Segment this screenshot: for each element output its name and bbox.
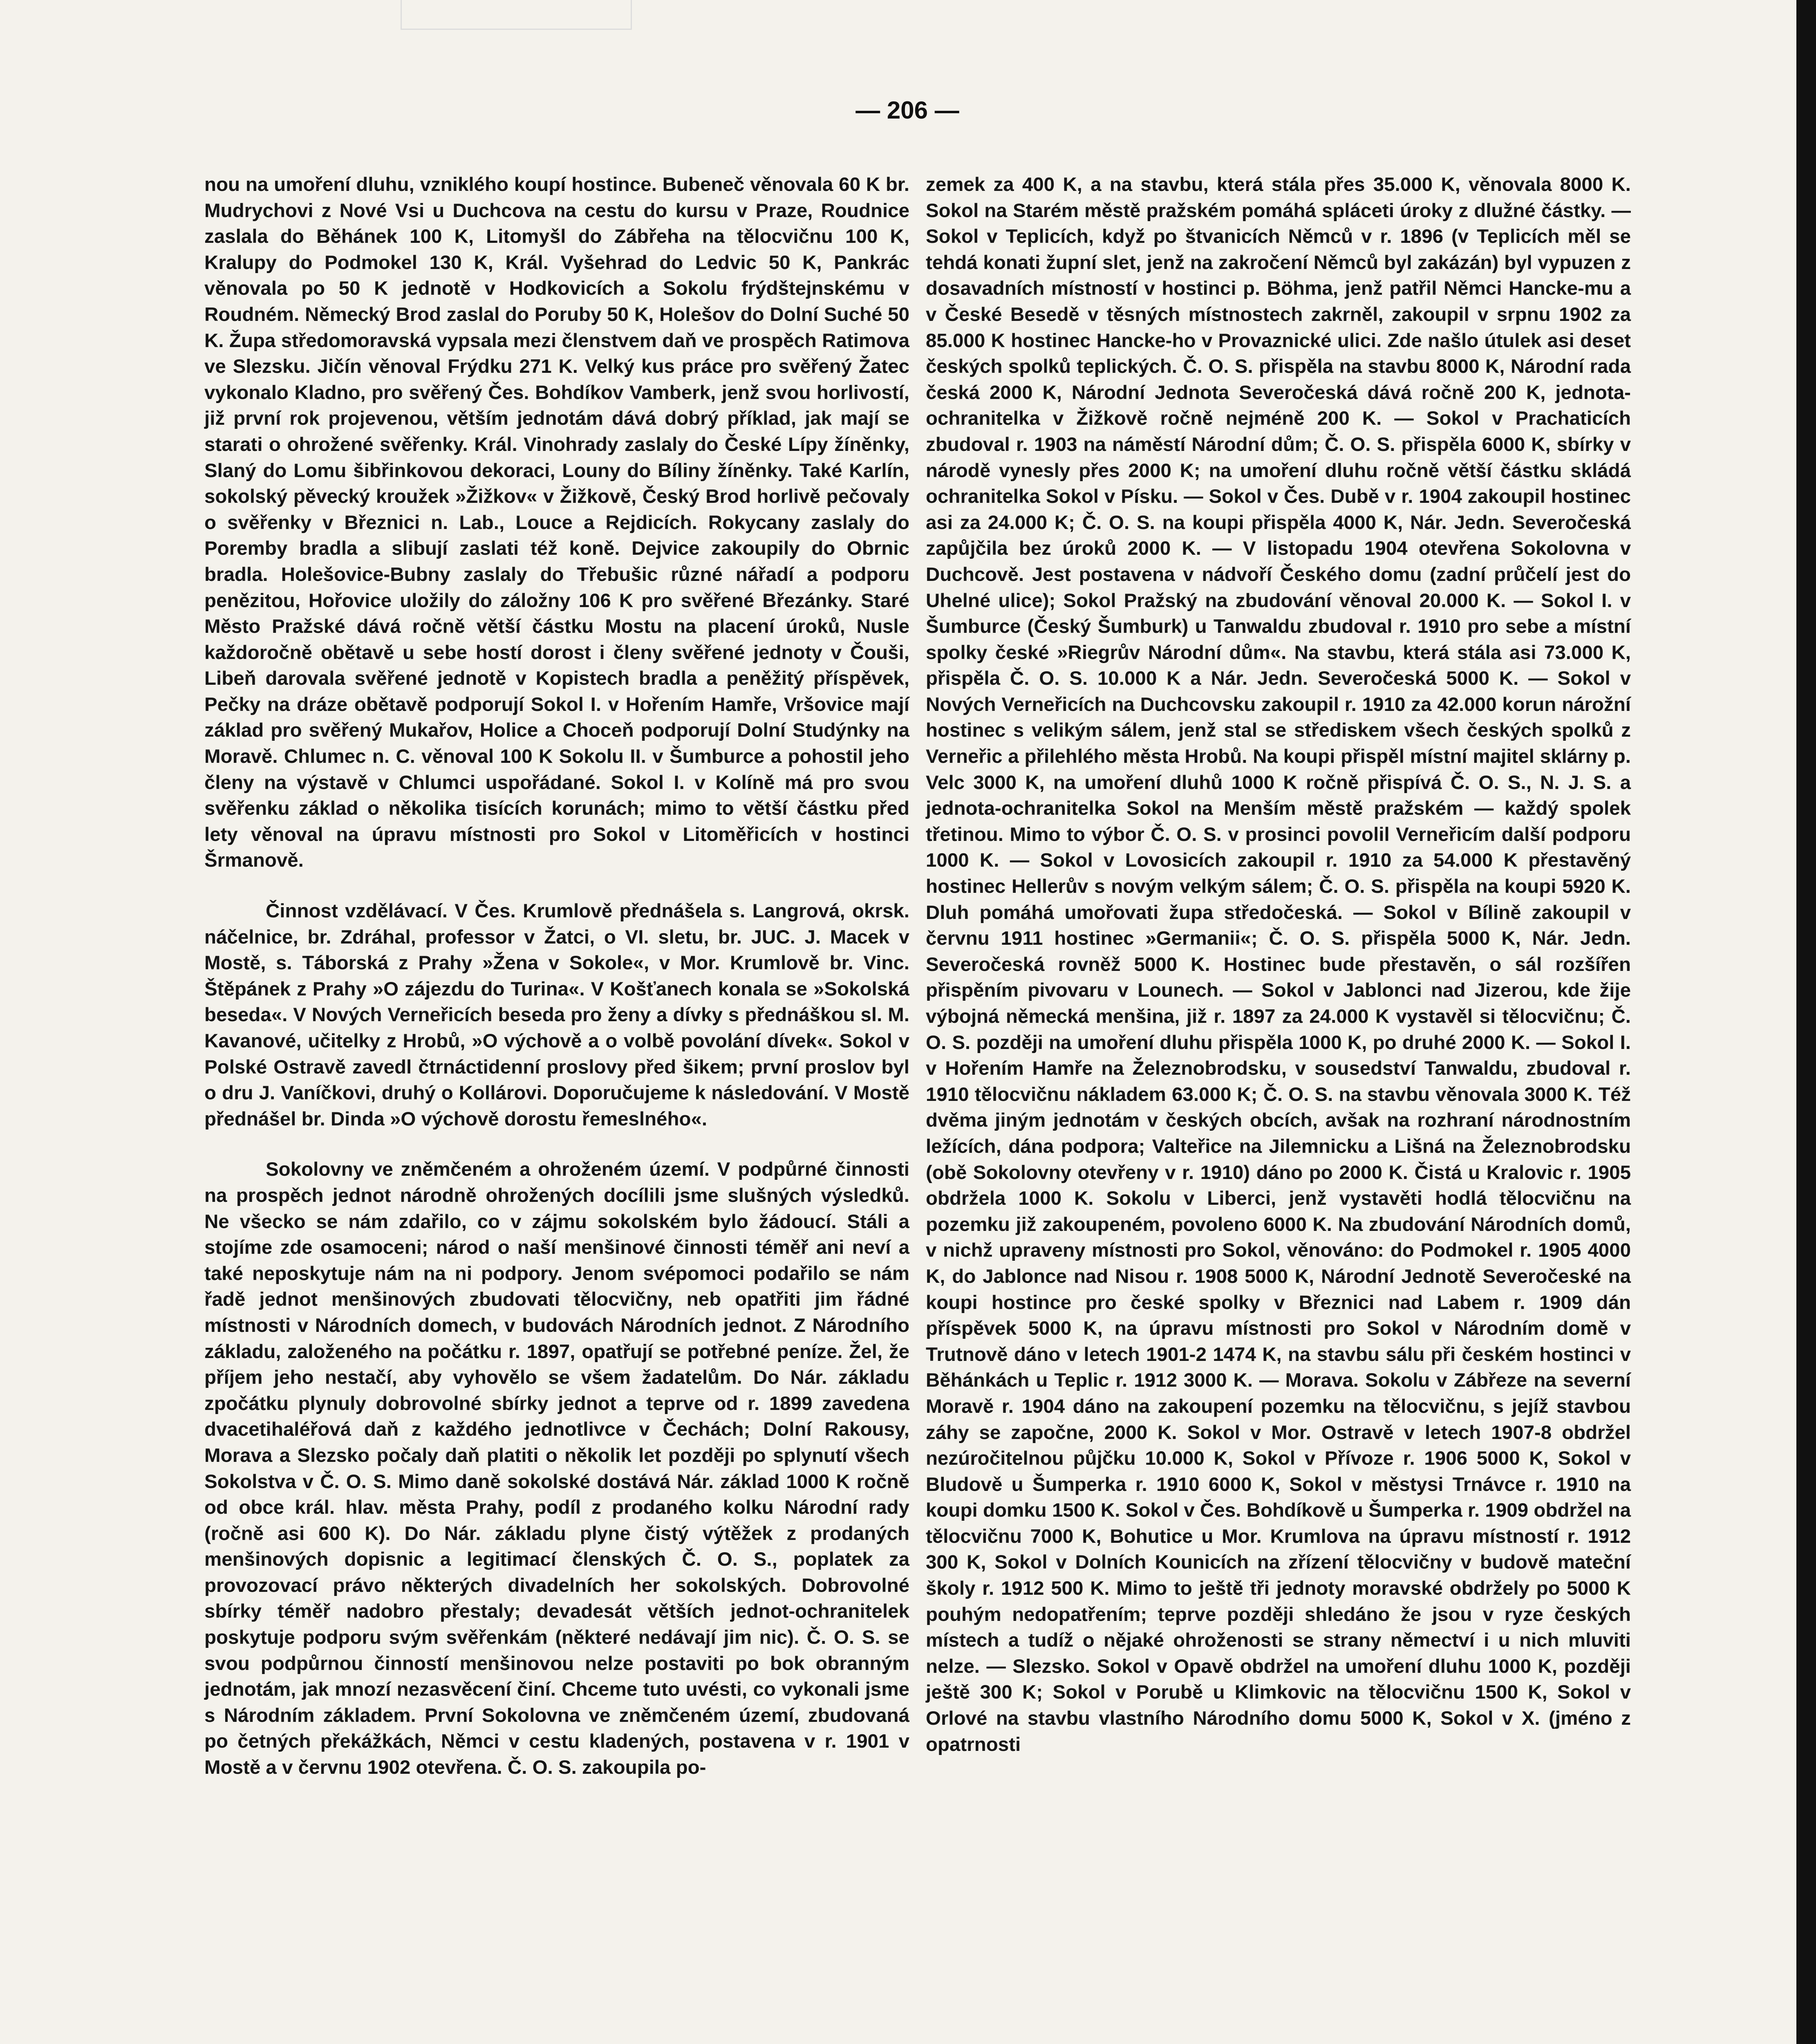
paragraph	[204, 1156, 909, 1780]
scan-edge	[1796, 0, 1816, 2044]
section-heading: Činnost vzdělávací.	[266, 900, 448, 922]
paragraph-text: V podpůrné činnosti na prospěch jednot národně ohrožených docílili jsme slušných výsledků. Ne všecko se nám zdařilo, co v zájmu sokolském bylo žádoucí. Stáli a stojíme zde osamoceni; národ o naší menšinové činnosti téměř ani neví a také neposkytuje nám na ni podpory. Jenom svépomoci podařilo se nám řadě jednot menšinových zbudovati tělocvičny, neb opatřiti jim řádné místnosti v Národních domech, v budovách Národních jednot. Z Národního základu, založeného na počátku r. 1897, opatřují se potřebné peníze. Žel, že příjem jeho nestačí, aby vyhovělo se všem žadatelům. Do Nár. základu zpočátku plynuly dobrovolné sbírky jednot a teprve od r. 1899 zavedena dvacetihaléřová daň z každého jednotlivce v Čechách; Dolní Rakousy, Morava a Slezsko počaly daň platiti o několik let později po splynutí všech Sokolstva v Č. O. S. Mimo daně sokolské dostává Nár. základ 1000 K ročně od obce král. hlav. města Prahy, podíl z prodaného kolku Národní rady (ročně asi 600 K). Do Nár. základu plyne čistý výtěžek z prodaných menšinových dopisnic a legitimací členských Č. O. S., poplatek za provozovací právo některých divadelních her sokolských. Dobrovolné sbírky téměř nadobro přestaly; devadesát větších jednot-ochranitelek poskytuje podporu svým svěřenkám (některé nedávají jim nic). Č. O. S. se svou podpůrnou činností menšinovou nelze postaviti po bok obranným jednotám, jak mnozí nezasvěcení činí. Chceme tuto uvésti, co vykonali jsme s Národním základem. První Sokolovna ve zněmčeném území, zbudovaná po četných překážkách, Němci v cestu kladených, postavena v r. 1901 v Mostě a v červnu 1902 otevřena. Č. O. S. zakoupila po-	[204, 1159, 909, 1779]
paragraph-text: V Čes. Krumlově přednášela s. Langrová, okrsk. náčelnice, br. Zdráhal, professor v Žatci, o VI. sletu, br. JUC. J. Macek v Mostě, s. Táborská z Prahy »Žena v Sokole«, v Mor. Krumlově br. Vinc. Štěpánek z Prahy »O zájezdu do Turina«. V Košťanech konala se »Sokolská beseda«. V Nových Verneřicích beseda pro ženy a dívky s přednáškou sl. M. Kavanové, učitelky z Hrobů, »O výchově a o volbě povolání dívek«. Sokol v Polské Ostravě zavedl čtrnáctidenní proslovy před šikem; první proslov byl o dru J. Vaníčkovi, druhý o Kollárovi. Doporučujeme k následování. V Mostě přednášel br. Dinda »O výchově dorostu řemeslného«.	[204, 900, 909, 1130]
paragraph	[204, 172, 909, 874]
paragraph-text: nou na umoření dluhu, vzniklého koupí hostince. Bubeneč věnovala 60 K br. Mudrychovi z Nové Vsi u Duchcova na cestu do kursu v Praze, Roudnice zaslala do Běhánek 100 K, Litomyšl do Zábřeha na tělocvičnu 100 K, Kralupy do Podmokel 130 K, Král. Vyšehrad do Ledvic 50 K, Pankrác věnovala po 50 K jednotě v Hodkovicích a Sokolu frýdštejnskému v Roudném. Německý Brod zaslal do Poruby 50 K, Holešov do Dolní Suché 50 K. Župa středomoravská vypsala mezi členstvem daň ve prospěch Ratimova ve Slezsku. Jičín věnoval Frýdku 271 K. Velký kus práce pro svěřený Žatec vykonalo Kladno, pro svěřený Čes. Bohdíkov Vamberk, jenž svou horlivostí, již první rok projevenou, větším jednotám dává dobrý příklad, jak mají se starati o ohrožené svěřenky. Král. Vinohrady zaslaly do České Lípy žíněnky, Slaný do Lomu šibřinkovou dekoraci, Louny do Bíliny žíněnky. Také Karlín, sokolský pěvecký kroužek »Žižkov« v Žižkově, Český Brod horlivě pečovaly o svěřenky v Březnici n. Lab., Louce a Rejdicích. Rokycany zaslaly do Poremby bradla a slibují zaslati též koně. Dejvice zakoupily do Obrnic bradla. Holešovice-Bubny zaslaly do Třebušic různé nářadí a podporu penězitou, Hořovice uložily do záložny 106 K pro svěřené Březánky. Staré Město Pražské dává ročně větší částku Mostu na placení úroků, Nusle každoročně obětavě u sebe hostí dorost i členy svěřené jednoty v Čouši, Libeň darovala svěřené jednotě v Kopistech bradla a peněžitý příspěvek, Pečky na dráze obětavě podporují Sokol I. v Hořením Hamře, Vršovice mají základ pro svěřený Mukařov, Holice a Choceň podporují Dolní Studýnky na Moravě. Chlumec n. C. věnoval 100 K Sokolu II. v Šumburce a pohostil jeho členy na výstavě v Chlumci uspořádané. Sokol I. v Kolíně má pro svou svěřenku základ o několika tisících korunách; mimo to větší částku před lety věnoval na úpravu místnosti pro Sokol v Litoměřicích v hostinci Šrmanově.	[204, 174, 909, 872]
left-column	[204, 172, 909, 1781]
paragraph	[204, 898, 909, 1132]
scan-mark	[401, 0, 632, 30]
section-heading: Sokolovny ve zněmčeném a ohroženém území.	[266, 1159, 710, 1181]
right-column	[926, 172, 1631, 1757]
page-number: — 206 —	[855, 96, 959, 124]
paragraph	[926, 172, 1631, 1757]
paragraph-text: zemek za 400 K, a na stavbu, která stála přes 35.000 K, věnovala 8000 K. Sokol na Starém městě pražském pomáhá spláceti úroky z dlužné částky. — Sokol v Teplicích, když po štvanicích Němců v r. 1896 (v Teplicích měl se tehdá konati župní slet, jenž na zakročení Němců byl zakázán) byl vypuzen z dosavadních místností v hostinci p. Böhma, jenž patřil Němci Hancke-mu a v České Besedě v těsných místnostech zakrněl, zakoupil v srpnu 1902 za 85.000 K hostinec Hancke-ho v Provaznické ulici. Zde našlo útulek asi deset českých spolků teplických. Č. O. S. přispěla na stavbu 8000 K, Národní rada česká 2000 K, Národní Jednota Severočeská dává ročně 200 K, jednota-ochranitelka v Žižkově ročně nejméně 200 K. — Sokol v Prachaticích zbudoval r. 1903 na náměstí Národní dům; Č. O. S. přispěla 6000 K, sbírky v národě vynesly přes 2000 K; na umoření dluhu ročně větší částku skládá ochranitelka Sokol v Písku. — Sokol v Čes. Dubě v r. 1904 zakoupil hostinec asi za 24.000 K; Č. O. S. na koupi přispěla 4000 K, Nár. Jedn. Severočeská zapůjčila bez úroků 2000 K. — V listopadu 1904 otevřena Sokolovna v Duchcově. Jest postavena v nádvoří Českého domu (zadní průčelí jest do Uhelné ulice); Sokol Pražský na zbudování věnoval 20.000 K. — Sokol I. v Šumburce (Český Šumburk) u Tanwaldu zbudoval r. 1910 pro sebe a místní spolky české »Riegrův Národní dům«. Na stavbu, která stála asi 73.000 K, přispěla Č. O. S. 10.000 K a Nár. Jedn. Severočeská 5000 K. — Sokol v Nových Verneřicích na Duchcovsku zakoupil r. 1910 za 42.000 korun nárožní hostinec s velikým sálem, jenž stal se střediskem všech českých spolků z Verneřic a přilehlého města Hrobů. Na koupi přispěl místní majitel sklárny p. Velc 3000 K, na umoření dluhů 1000 K ročně přispívá Č. O. S., N. J. S. a jednota-ochranitelka Sokol na Menším městě pražském — každý spolek třetinou. Mimo to výbor Č. O. S. v prosinci povolil Verneřicím další podporu 1000 K. — Sokol v Lovosicích zakoupil r. 1910 za 54.000 K přestavěný hostinec Hellerův s novým velkým sálem; Č. O. S. přispěla na koupi 5920 K. Dluh pomáhá umořovati župa středočeská. — Sokol v Bílině zakoupil v červnu 1911 hostinec »Germanii«; Č. O. S. přispěla 5000 K, Nár. Jedn. Severočeská rovněž 5000 K. Hostinec bude přestavěn, o sál rozšířen přispěním pivovaru v Lounech. — Sokol v Jablonci nad Jizerou, kde žije výbojná německá menšina, již r. 1897 za 24.000 K vystavěl si tělocvičnu; Č. O. S. později na umoření dluhu přispěla 1000 K, po druhé 2000 K. — Sokol I. v Hořením Hamře na Železnobrodsku, v sousedství Tanwaldu, zbudoval r. 1910 tělocvičnu nákladem 63.000 K; Č. O. S. na stavbu věnovala 3000 K. Též dvěma jiným jednotám v českých obcích, avšak na rozhraní národnostním ležících, dána podpora; Valteřice na Jilemnicku a Lišná na Železnobrodsku (obě Sokolovny otevřeny v r. 1910) dáno po 2000 K. Čistá u Kralovic r. 1905 obdržela 1000 K. Sokolu v Liberci, jenž vystavěti hodlá tělocvičnu na pozemku již zakoupeném, povoleno 6000 K. Na zbudování Národních domů, v nichž upraveny místnosti pro Sokol, věnováno: do Podmokel r. 1905 4000 K, do Jablonce nad Nisou r. 1908 5000 K, Národní Jednotě Severočeské na koupi hostince pro české spolky v Březnici nad Labem r. 1909 dán příspěvek 5000 K, na úpravu místnosti pro Sokol v Národním domě v Trutnově dáno v letech 1901-2 1474 K, na stavbu sálu při českém hostinci v Běhánkách u Teplic r. 1912 3000 K. — Morava. Sokolu v Zábřeze na severní Moravě r. 1904 dáno na zakoupení pozemku na tělocvičnu, s jejíž stavbou záhy se započne, 2000 K. Sokol v Mor. Ostravě v letech 1907-8 obdržel nezúročitelnou půjčku 10.000 K, Sokol v Přívoze r. 1906 5000 K, Sokol v Bludově u Šumperka r. 1910 6000 K, Sokol v městysi Trnávce r. 1910 na koupi domku 1500 K. Sokol v Čes. Bohdíkově u Šumperka r. 1909 obdržel na tělocvičnu 7000 K, Bohutice u Mor. Krumlova na úpravu místností r. 1912 300 K, Sokol v Dolních Kounicích na zřízení tělocvičny v budově mateční školy r. 1912 500 K. Mimo to ještě tři jednoty moravské obdržely po 5000 K pouhým nedopatřením; teprve později shledáno že jsou v ryze českých místech a tudíž o nějaké ohroženosti se strany němectví i u nich mluviti nelze. — Slezsko. Sokol v Opavě obdržel na umoření dluhu 1000 K, později ještě 300 K; Sokol v Porubě u Klimkovic na tělocvičnu 1500 K, Sokol v Orlové na stavbu vlastního Národního domu 5000 K, Sokol v X. (jméno z opatrnosti	[926, 174, 1631, 1755]
